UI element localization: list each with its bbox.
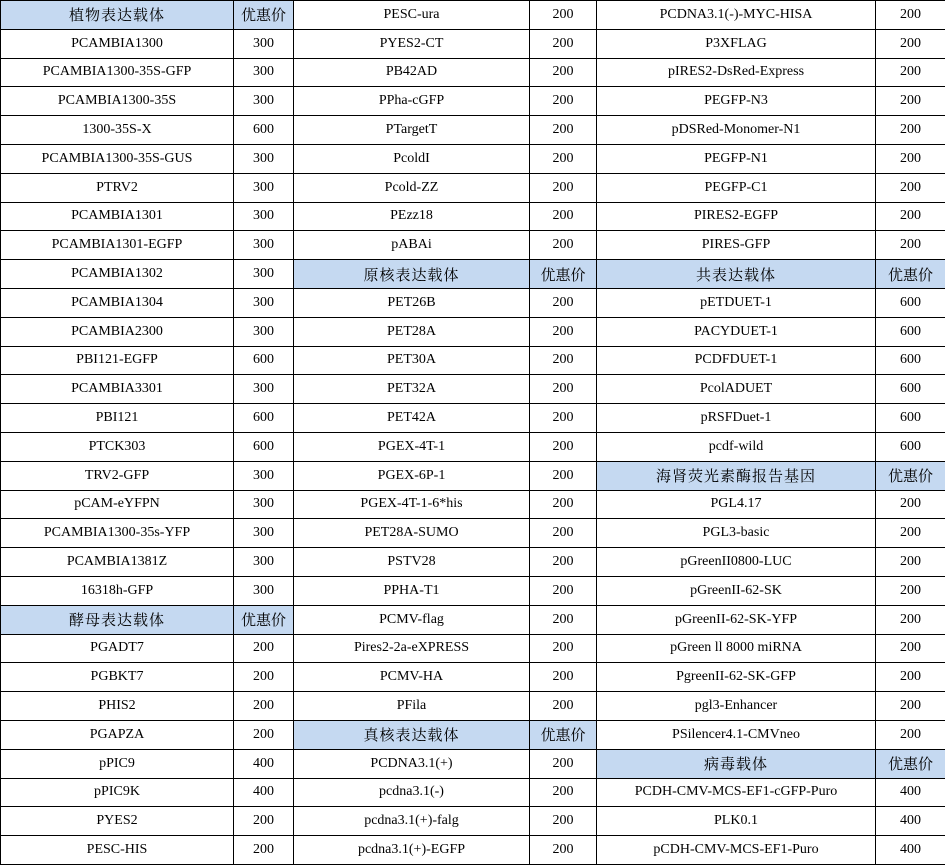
price-cell: 200	[876, 692, 945, 721]
vector-name-cell: PTargetT	[294, 116, 530, 145]
price-cell: 200	[530, 231, 597, 260]
vector-name-cell: PCDFDUET-1	[597, 346, 876, 375]
price-cell: 200	[530, 29, 597, 58]
price-header: 优惠价	[876, 260, 945, 289]
vector-name-cell: PTCK303	[1, 432, 234, 461]
price-cell: 300	[234, 461, 294, 490]
table-row	[1, 260, 945, 289]
vector-name-cell: PCDNA3.1(+)	[294, 749, 530, 778]
vector-name-cell: PIRES2-EGFP	[597, 202, 876, 231]
vector-name-cell: Pcold-ZZ	[294, 173, 530, 202]
vector-name-cell: PCAMBIA1302	[1, 260, 234, 289]
table-row	[1, 634, 945, 663]
vector-name-cell: PGEX-4T-1-6*his	[294, 490, 530, 519]
price-cell: 300	[234, 490, 294, 519]
vector-name-cell: 16318h-GFP	[1, 576, 234, 605]
price-cell: 600	[234, 432, 294, 461]
vector-name-cell: PPHA-T1	[294, 576, 530, 605]
price-cell: 600	[876, 288, 945, 317]
price-cell: 200	[530, 778, 597, 807]
table-row	[1, 605, 945, 634]
vector-name-cell: pGreenII0800-LUC	[597, 548, 876, 577]
vector-name-cell: PCMV-HA	[294, 663, 530, 692]
price-cell: 300	[234, 548, 294, 577]
table-row	[1, 202, 945, 231]
price-cell: 200	[530, 576, 597, 605]
price-cell: 200	[876, 116, 945, 145]
vector-name-cell: PET28A-SUMO	[294, 519, 530, 548]
price-cell: 200	[530, 490, 597, 519]
table-row	[1, 519, 945, 548]
price-cell: 200	[876, 202, 945, 231]
table-row	[1, 720, 945, 749]
price-cell: 200	[876, 720, 945, 749]
vector-name-cell: PSTV28	[294, 548, 530, 577]
vector-name-cell: PET42A	[294, 404, 530, 433]
vector-name-cell: PTRV2	[1, 173, 234, 202]
price-header: 优惠价	[234, 605, 294, 634]
vector-name-cell: PCAMBIA3301	[1, 375, 234, 404]
vector-name-cell: pcdna3.1(+)-EGFP	[294, 836, 530, 865]
price-cell: 600	[876, 375, 945, 404]
vector-name-cell: pPIC9K	[1, 778, 234, 807]
table-row	[1, 490, 945, 519]
price-cell: 600	[234, 116, 294, 145]
vector-name-cell: PET28A	[294, 317, 530, 346]
vector-name-cell: PCAMBIA1301	[1, 202, 234, 231]
price-cell: 200	[876, 548, 945, 577]
vector-name-cell: PIRES-GFP	[597, 231, 876, 260]
vector-name-cell: PGL4.17	[597, 490, 876, 519]
price-cell: 200	[876, 490, 945, 519]
price-header: 优惠价	[876, 749, 945, 778]
table-row	[1, 576, 945, 605]
price-cell: 400	[876, 836, 945, 865]
vector-name-cell: PCAMBIA1300-35S	[1, 87, 234, 116]
price-cell: 200	[876, 87, 945, 116]
vector-name-cell: PGBKT7	[1, 663, 234, 692]
price-cell: 300	[234, 260, 294, 289]
vector-name-cell: PEzz18	[294, 202, 530, 231]
vector-name-cell: PEGFP-N1	[597, 144, 876, 173]
price-cell: 200	[530, 634, 597, 663]
vector-name-cell: PSilencer4.1-CMVneo	[597, 720, 876, 749]
vector-name-cell: TRV2-GFP	[1, 461, 234, 490]
section-header: 海肾荧光素酶报告基因	[597, 461, 876, 490]
price-cell: 300	[234, 87, 294, 116]
price-cell: 200	[530, 173, 597, 202]
price-cell: 600	[234, 404, 294, 433]
price-cell: 200	[530, 749, 597, 778]
vector-name-cell: pCAM-eYFPN	[1, 490, 234, 519]
section-header: 病毒载体	[597, 749, 876, 778]
vector-name-cell: PBI121-EGFP	[1, 346, 234, 375]
price-cell: 300	[234, 317, 294, 346]
price-cell: 200	[234, 663, 294, 692]
price-cell: 200	[530, 317, 597, 346]
price-cell: 200	[234, 720, 294, 749]
price-cell: 200	[530, 605, 597, 634]
price-cell: 200	[530, 1, 597, 30]
vector-name-cell: PCAMBIA1300	[1, 29, 234, 58]
vector-name-cell: PEGFP-N3	[597, 87, 876, 116]
price-cell: 200	[876, 173, 945, 202]
vector-name-cell: pcdna3.1(+)-falg	[294, 807, 530, 836]
price-cell: 200	[876, 144, 945, 173]
price-header: 优惠价	[234, 1, 294, 30]
price-cell: 600	[234, 346, 294, 375]
vector-name-cell: pDSRed-Monomer-N1	[597, 116, 876, 145]
price-cell: 200	[530, 288, 597, 317]
table-row	[1, 87, 945, 116]
vector-name-cell: PcolADUET	[597, 375, 876, 404]
vector-name-cell: PGADT7	[1, 634, 234, 663]
price-cell: 200	[876, 1, 945, 30]
table-row	[1, 29, 945, 58]
price-cell: 200	[530, 663, 597, 692]
table-row	[1, 144, 945, 173]
price-cell: 300	[234, 519, 294, 548]
vector-name-cell: pABAi	[294, 231, 530, 260]
price-cell: 300	[234, 288, 294, 317]
vector-name-cell: PYES2-CT	[294, 29, 530, 58]
vector-name-cell: PGL3-basic	[597, 519, 876, 548]
price-cell: 200	[876, 663, 945, 692]
price-cell: 200	[530, 58, 597, 87]
vector-name-cell: pGreenII-62-SK	[597, 576, 876, 605]
price-cell: 200	[876, 576, 945, 605]
vector-name-cell: PCDH-CMV-MCS-EF1-cGFP-Puro	[597, 778, 876, 807]
vector-name-cell: PEGFP-C1	[597, 173, 876, 202]
price-cell: 600	[876, 404, 945, 433]
price-cell: 200	[530, 346, 597, 375]
price-cell: 200	[530, 144, 597, 173]
vector-name-cell: PFila	[294, 692, 530, 721]
vector-name-cell: PLK0.1	[597, 807, 876, 836]
table-row	[1, 807, 945, 836]
price-cell: 200	[530, 404, 597, 433]
vector-name-cell: PPha-cGFP	[294, 87, 530, 116]
table-row	[1, 58, 945, 87]
vector-name-cell: 1300-35S-X	[1, 116, 234, 145]
vector-name-cell: PCAMBIA1300-35S-GFP	[1, 58, 234, 87]
table-body	[1, 1, 945, 865]
vector-name-cell: PET30A	[294, 346, 530, 375]
price-cell: 200	[530, 116, 597, 145]
vector-name-cell: PgreenII-62-SK-GFP	[597, 663, 876, 692]
price-cell: 200	[530, 548, 597, 577]
vector-name-cell: P3XFLAG	[597, 29, 876, 58]
table-row	[1, 346, 945, 375]
price-cell: 200	[234, 634, 294, 663]
vector-name-cell: pIRES2-DsRed-Express	[597, 58, 876, 87]
table-row	[1, 116, 945, 145]
table-row	[1, 288, 945, 317]
vector-name-cell: pgl3-Enhancer	[597, 692, 876, 721]
vector-name-cell: PBI121	[1, 404, 234, 433]
price-cell: 200	[530, 807, 597, 836]
price-cell: 600	[876, 346, 945, 375]
vector-name-cell: PCAMBIA1381Z	[1, 548, 234, 577]
vector-name-cell: PCAMBIA1301-EGFP	[1, 231, 234, 260]
table-row	[1, 461, 945, 490]
price-cell: 200	[530, 87, 597, 116]
price-header: 优惠价	[530, 720, 597, 749]
table-row	[1, 231, 945, 260]
vector-name-cell: PCAMBIA1300-35s-YFP	[1, 519, 234, 548]
table-row	[1, 404, 945, 433]
vector-name-cell: pcdf-wild	[597, 432, 876, 461]
vector-name-cell: PCDNA3.1(-)-MYC-HISA	[597, 1, 876, 30]
price-cell: 200	[234, 807, 294, 836]
price-cell: 600	[876, 317, 945, 346]
price-cell: 200	[876, 29, 945, 58]
price-cell: 200	[530, 836, 597, 865]
vector-name-cell: pPIC9	[1, 749, 234, 778]
price-cell: 200	[234, 692, 294, 721]
vector-name-cell: pETDUET-1	[597, 288, 876, 317]
vector-name-cell: PACYDUET-1	[597, 317, 876, 346]
price-cell: 200	[876, 519, 945, 548]
price-cell: 400	[234, 749, 294, 778]
vector-name-cell: PGEX-4T-1	[294, 432, 530, 461]
price-header: 优惠价	[530, 260, 597, 289]
table-row	[1, 432, 945, 461]
vector-name-cell: Pires2-2a-eXPRESS	[294, 634, 530, 663]
table-row	[1, 1, 945, 30]
price-cell: 200	[876, 58, 945, 87]
price-header: 优惠价	[876, 461, 945, 490]
price-cell: 300	[234, 576, 294, 605]
vector-name-cell: pGreenII-62-SK-YFP	[597, 605, 876, 634]
table-row	[1, 317, 945, 346]
table-row	[1, 836, 945, 865]
table-row	[1, 778, 945, 807]
table-row	[1, 173, 945, 202]
price-cell: 200	[876, 605, 945, 634]
vector-name-cell: pcdna3.1(-)	[294, 778, 530, 807]
price-cell: 300	[234, 231, 294, 260]
price-cell: 400	[876, 778, 945, 807]
price-cell: 300	[234, 29, 294, 58]
section-header: 真核表达载体	[294, 720, 530, 749]
vector-name-cell: pRSFDuet-1	[597, 404, 876, 433]
vector-name-cell: PGAPZA	[1, 720, 234, 749]
vector-name-cell: PYES2	[1, 807, 234, 836]
vector-name-cell: pCDH-CMV-MCS-EF1-Puro	[597, 836, 876, 865]
vector-name-cell: PET32A	[294, 375, 530, 404]
price-cell: 200	[876, 634, 945, 663]
price-cell: 400	[876, 807, 945, 836]
price-cell: 400	[234, 778, 294, 807]
price-cell: 200	[530, 692, 597, 721]
vector-name-cell: PB42AD	[294, 58, 530, 87]
price-cell: 200	[530, 432, 597, 461]
vector-name-cell: PCAMBIA2300	[1, 317, 234, 346]
price-cell: 300	[234, 202, 294, 231]
price-cell: 200	[530, 461, 597, 490]
table-row	[1, 749, 945, 778]
section-header: 酵母表达载体	[1, 605, 234, 634]
table-row	[1, 375, 945, 404]
section-header: 原核表达载体	[294, 260, 530, 289]
section-header: 植物表达载体	[1, 1, 234, 30]
vector-name-cell: PESC-ura	[294, 1, 530, 30]
vector-name-cell: PESC-HIS	[1, 836, 234, 865]
table-row	[1, 663, 945, 692]
price-cell: 300	[234, 144, 294, 173]
vector-name-cell: PGEX-6P-1	[294, 461, 530, 490]
table-row	[1, 692, 945, 721]
vector-name-cell: PCAMBIA1300-35S-GUS	[1, 144, 234, 173]
vector-name-cell: PCMV-flag	[294, 605, 530, 634]
section-header: 共表达载体	[597, 260, 876, 289]
price-cell: 200	[876, 231, 945, 260]
price-cell: 300	[234, 58, 294, 87]
price-cell: 200	[530, 375, 597, 404]
price-cell: 200	[530, 202, 597, 231]
table-row	[1, 548, 945, 577]
price-cell: 200	[234, 836, 294, 865]
price-cell: 300	[234, 375, 294, 404]
price-cell: 200	[530, 519, 597, 548]
vector-name-cell: PHIS2	[1, 692, 234, 721]
vector-name-cell: PCAMBIA1304	[1, 288, 234, 317]
vector-name-cell: pGreen ll 8000 miRNA	[597, 634, 876, 663]
vector-name-cell: PET26B	[294, 288, 530, 317]
vector-name-cell: PcoldI	[294, 144, 530, 173]
price-cell: 300	[234, 173, 294, 202]
price-cell: 600	[876, 432, 945, 461]
